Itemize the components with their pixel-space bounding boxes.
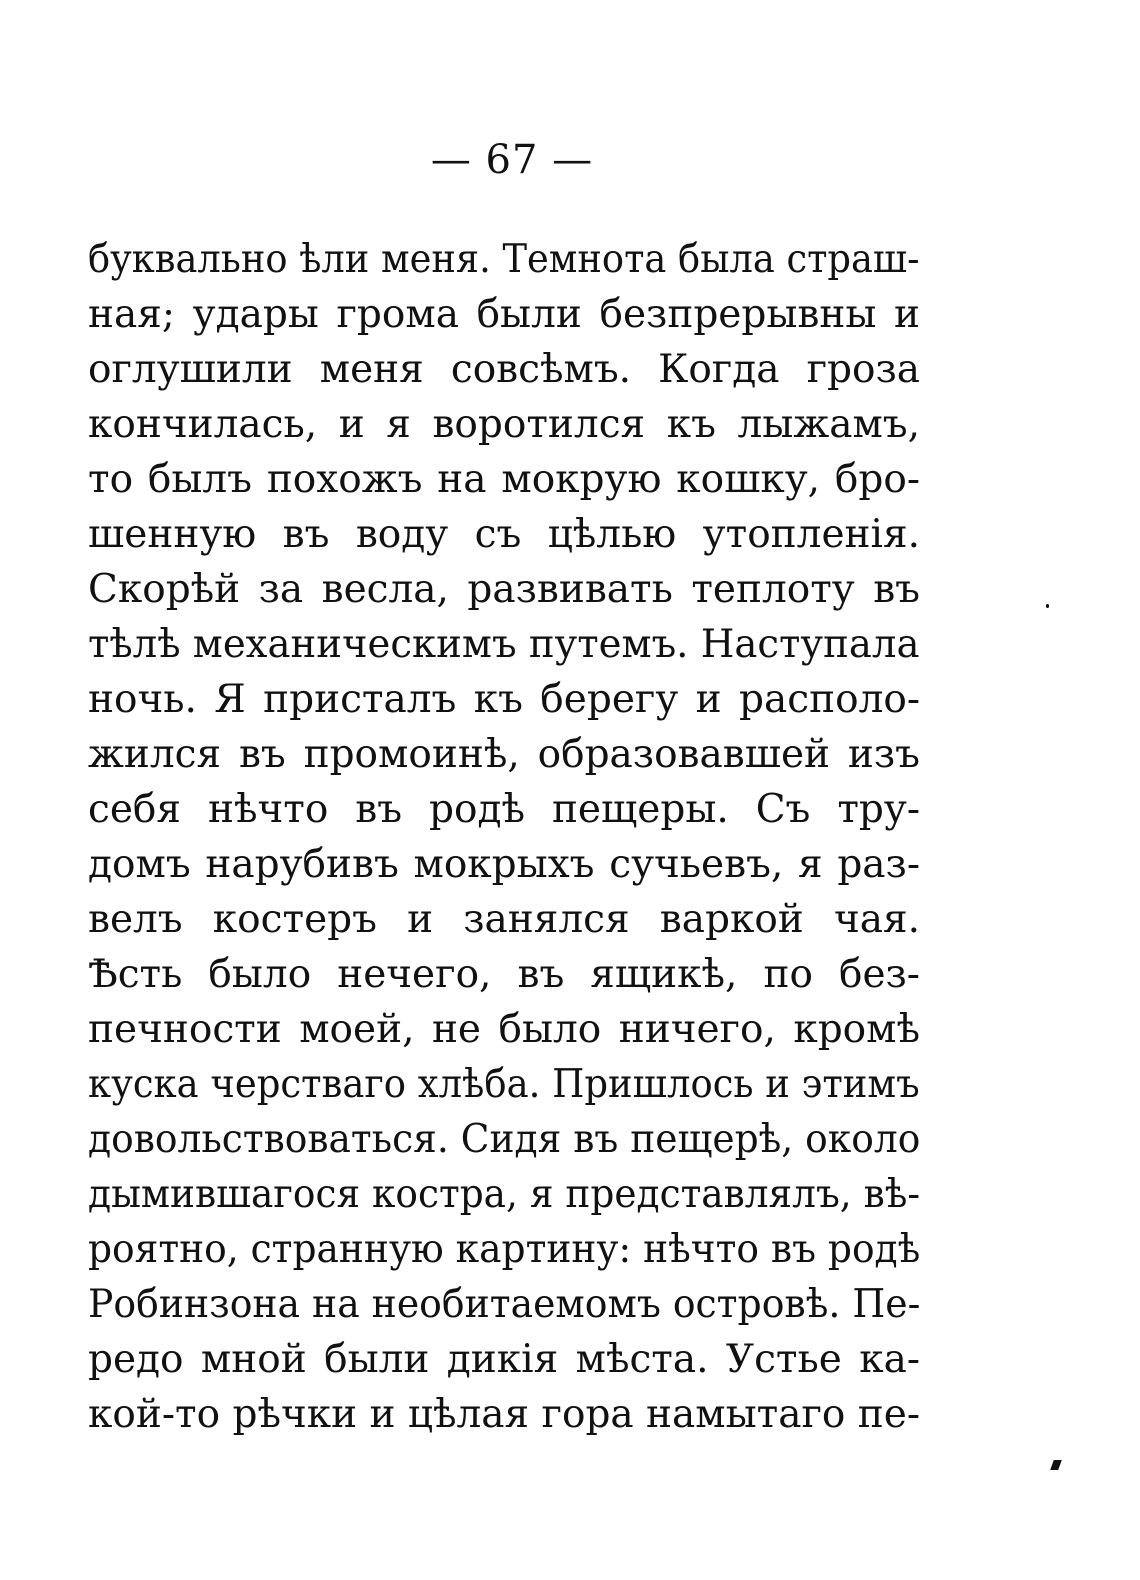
text-line: печности моей, не было ничего, кромѣ xyxy=(88,1007,920,1052)
text-line: домъ нарубивъ мокрыхъ сучьевъ, я раз- xyxy=(88,842,920,887)
text-line: дымившагося костра, я представлялъ, вѣ- xyxy=(88,1172,920,1217)
body-text xyxy=(88,232,920,1442)
text-line: себя нѣчто въ родѣ пещеры. Съ тру- xyxy=(88,787,920,832)
text-line: шенную въ воду съ цѣлью утопленія. xyxy=(88,512,920,557)
text-line: редо мной были дикія мѣста. Устье ка- xyxy=(88,1337,920,1382)
text-line: оглушили меня совсѣмъ. Когда гроза xyxy=(88,347,920,392)
text-line: жился въ промоинѣ, образовавшей изъ xyxy=(88,732,920,777)
text-line: ная; удары грома были безпрерывны и xyxy=(88,292,920,337)
page-number: — 67 — xyxy=(430,137,594,183)
text-line: велъ костеръ и занялся варкой чая. xyxy=(88,897,920,942)
print-speck xyxy=(1050,1460,1062,1470)
text-line: роятно, странную картину: нѣчто въ родѣ xyxy=(88,1227,921,1272)
text-line: то былъ похожъ на мокрую кошку, бро- xyxy=(88,457,920,502)
text-line: довольствоваться. Сидя въ пещерѣ, около xyxy=(88,1117,921,1162)
text-line: кончилась, и я воротился къ лыжамъ, xyxy=(88,402,920,447)
text-line: ночь. Я присталъ къ берегу и располо- xyxy=(88,677,920,722)
text-line: Робинзона на необитаемомъ островѣ. Пе- xyxy=(88,1282,921,1327)
text-line: кой-то рѣчки и цѣлая гора намытаго пе- xyxy=(88,1392,921,1437)
print-speck xyxy=(1046,604,1049,608)
text-line: Скорѣй за весла, развивать теплоту въ xyxy=(88,567,920,612)
text-line: Ѣсть было нечего, въ ящикѣ, по без- xyxy=(88,952,920,997)
text-line: куска черстваго хлѣба. Пришлось и этимъ xyxy=(88,1062,920,1107)
text-line: тѣлѣ механическимъ путемъ. Наступала xyxy=(88,622,920,667)
text-line: буквально ѣли меня. Темнота была страш- xyxy=(88,237,920,282)
